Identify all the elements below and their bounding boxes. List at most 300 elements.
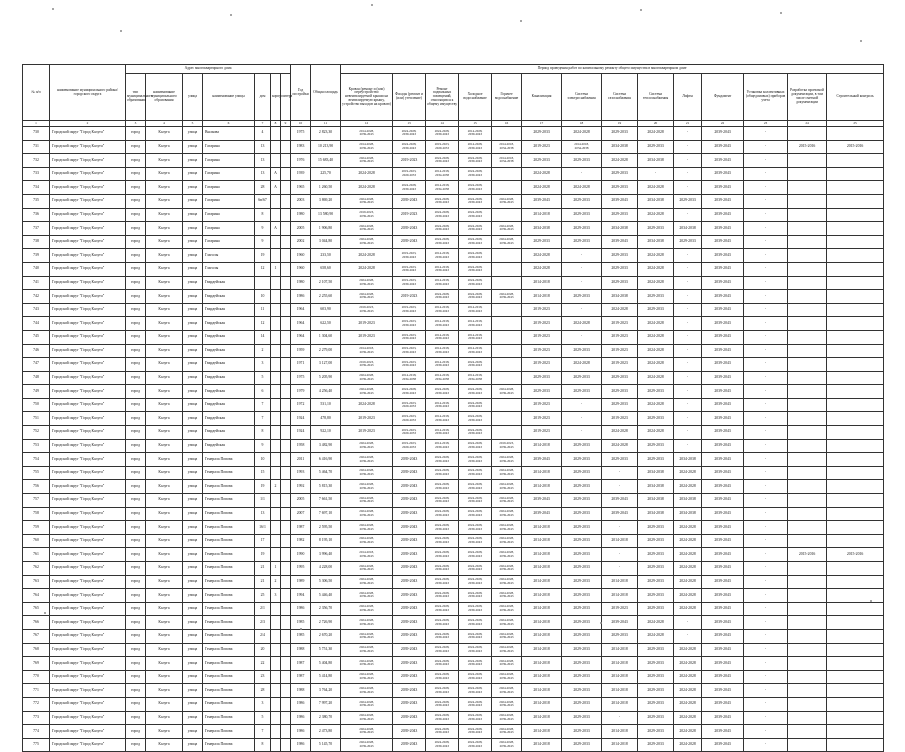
table-cell: - xyxy=(744,235,788,249)
table-cell: Гвардейская xyxy=(203,385,255,399)
table-cell: город xyxy=(126,194,146,208)
table-cell xyxy=(492,249,522,263)
table-cell: 2024-2028, 2039-2043 xyxy=(492,480,522,494)
table-cell: 2/4 xyxy=(255,629,271,643)
table-cell: 2029-2033 xyxy=(562,480,602,494)
table-cell xyxy=(271,194,281,208)
table-cell xyxy=(281,249,291,263)
table-cell: 2014-2018 xyxy=(522,562,562,576)
table-cell: 2024-2028, 2039-2043 xyxy=(341,670,393,684)
table-cell xyxy=(788,358,827,372)
table-row xyxy=(23,344,884,358)
table-cell xyxy=(827,439,884,453)
table-cell: 3 996,40 xyxy=(311,548,341,562)
table-cell: 2039-2043 xyxy=(702,208,744,222)
table-cell: Калуга xyxy=(146,439,183,453)
table-cell xyxy=(281,670,291,684)
table-cell: Калуга xyxy=(146,140,183,154)
table-cell: город xyxy=(126,629,146,643)
table-cell: 2024-2028, 2039-2043 xyxy=(492,222,522,236)
table-cell xyxy=(788,697,827,711)
table-cell xyxy=(788,412,827,426)
table-cell: 2039-2043 xyxy=(702,738,744,752)
table-cell: - xyxy=(562,303,602,317)
table-cell: Городской округ "Город Калуга" xyxy=(50,358,126,372)
table-cell: 2029-2033 xyxy=(638,697,674,711)
table-cell: 2039-2043 xyxy=(393,670,426,684)
table-cell: Городской округ "Город Калуга" xyxy=(50,194,126,208)
table-cell xyxy=(827,643,884,657)
table-cell: 2024-2028, 2039-2043 xyxy=(492,602,522,616)
table-cell: 2024-2028, 2039-2043 xyxy=(459,235,492,249)
table-cell xyxy=(271,358,281,372)
table-cell: 3 764,20 xyxy=(311,684,341,698)
table-cell: - xyxy=(744,725,788,739)
table-cell: Калуга xyxy=(146,562,183,576)
table-cell: улица xyxy=(183,167,203,181)
table-row xyxy=(23,371,884,385)
table-cell: Городской округ "Город Калуга" xyxy=(50,235,126,249)
table-cell: Калуга xyxy=(146,398,183,412)
table-cell: 1986 xyxy=(291,711,311,725)
table-cell: 2024-2028 xyxy=(674,548,702,562)
table-cell: 2019-2023 xyxy=(522,412,562,426)
table-cell: 2024-2028, 2039-2043 xyxy=(459,276,492,290)
table-cell: 2029-2033 xyxy=(562,466,602,480)
table-cell: 2024-2028, 2039-2043 xyxy=(341,521,393,535)
scan-speck xyxy=(52,8,54,10)
column-number: 9 xyxy=(281,121,291,127)
table-cell xyxy=(827,480,884,494)
table-cell: 768 xyxy=(23,643,50,657)
table-cell: 2014-2018 xyxy=(522,725,562,739)
table-cell: Калуга xyxy=(146,521,183,535)
table-cell: 1 xyxy=(271,562,281,576)
table-cell: 2014-2018 xyxy=(602,643,638,657)
table-cell xyxy=(271,697,281,711)
table-cell: 2039-2043 xyxy=(702,602,744,616)
table-cell: Калуга xyxy=(146,167,183,181)
table-cell: 2024-2028 xyxy=(638,398,674,412)
column-number: 7 xyxy=(255,121,271,127)
table-cell xyxy=(788,330,827,344)
table-cell: 2039-2043 xyxy=(702,521,744,535)
table-cell: Городской округ "Город Калуга" xyxy=(50,249,126,263)
table-cell: 2024-2028, 2039-2043 xyxy=(426,589,459,603)
table-cell xyxy=(827,684,884,698)
table-cell: город xyxy=(126,589,146,603)
table-cell: - xyxy=(744,181,788,195)
table-cell: - xyxy=(744,249,788,263)
table-cell: 2014-2018, 2039-2043 xyxy=(459,303,492,317)
table-cell: 2029-2033 xyxy=(638,303,674,317)
table-cell: 9 xyxy=(255,439,271,453)
table-cell: 2024-2028 xyxy=(522,249,562,263)
table-cell xyxy=(271,140,281,154)
table-cell: 2019-2023, 2039-2043 xyxy=(341,208,393,222)
table-cell: 2024-2028, 2039-2043 xyxy=(492,725,522,739)
table-cell: улица xyxy=(183,670,203,684)
table-cell: 2 279,00 xyxy=(311,344,341,358)
table-cell: 19 xyxy=(255,548,271,562)
table-cell: 2014-2018, 2039-2043 xyxy=(459,317,492,331)
table-cell xyxy=(788,439,827,453)
table-cell: 2019-2023, 2039-2043 xyxy=(393,344,426,358)
table-cell: 2039-2043 xyxy=(393,534,426,548)
table-cell: 2029-2033 xyxy=(602,181,638,195)
table-cell: 2024-2028, 2039-2043 xyxy=(459,684,492,698)
table-cell: 2024-2028, 2039-2043 xyxy=(492,684,522,698)
table-cell: 2024-2028, 2039-2043 xyxy=(459,670,492,684)
table-cell: 2024-2028, 2039-2043 xyxy=(426,507,459,521)
table-cell: - xyxy=(744,426,788,440)
table-cell: 13 xyxy=(255,167,271,181)
table-cell: 2014-2018 xyxy=(522,290,562,304)
table-cell: 2024-2028 xyxy=(638,276,674,290)
table-cell: 2024-2028 xyxy=(562,181,602,195)
table-cell: 2039-2043 xyxy=(702,222,744,236)
table-cell: улица xyxy=(183,412,203,426)
table-cell xyxy=(788,521,827,535)
table-cell: Городской округ "Город Калуга" xyxy=(50,412,126,426)
table-cell: 2029-2033 xyxy=(638,140,674,154)
table-cell xyxy=(281,358,291,372)
table-cell: 2029-2033 xyxy=(562,657,602,671)
table-cell: 2039-2043 xyxy=(393,725,426,739)
table-cell: 2019-2023 xyxy=(522,303,562,317)
table-cell: 2024-2028 xyxy=(638,181,674,195)
table-cell: 7 xyxy=(255,412,271,426)
table-cell: 2034-2038 xyxy=(674,494,702,508)
table-cell: Гвардейская xyxy=(203,317,255,331)
table-cell: 2014-2018, 2034-2038 xyxy=(393,371,426,385)
column-header: Горячее водоснабжение xyxy=(492,74,522,121)
table-cell: 2019-2023 xyxy=(602,358,638,372)
table-cell: 2024-2028, 2039-2043 xyxy=(341,711,393,725)
table-cell: - xyxy=(674,154,702,168)
table-cell: Калуга xyxy=(146,412,183,426)
table-cell: 2029-2033 xyxy=(562,194,602,208)
table-cell: город xyxy=(126,208,146,222)
column-number: 18 xyxy=(562,121,602,127)
table-cell: - xyxy=(744,616,788,630)
table-cell: 2024-2028, 2039-2043 xyxy=(459,738,492,752)
table-cell: Гвардейская xyxy=(203,344,255,358)
address-group-header: Адрес многоквартирного дома xyxy=(126,65,291,74)
table-cell: 2024-2028, 2039-2043 xyxy=(492,562,522,576)
table-cell: 755 xyxy=(23,466,50,480)
table-cell xyxy=(271,453,281,467)
table-cell: 2002 xyxy=(291,235,311,249)
table-cell xyxy=(492,398,522,412)
table-cell: - xyxy=(744,371,788,385)
table-cell: 2024-2028, 2039-2043 xyxy=(393,181,426,195)
table-cell xyxy=(281,439,291,453)
table-cell xyxy=(827,534,884,548)
table-cell: 2019-2023 xyxy=(393,154,426,168)
table-cell: город xyxy=(126,562,146,576)
table-cell: 2029-2033 xyxy=(602,629,638,643)
table-row xyxy=(23,589,884,603)
table-cell: город xyxy=(126,616,146,630)
table-cell: 2024-2028, 2039-2043 xyxy=(341,222,393,236)
table-cell: 756 xyxy=(23,480,50,494)
table-cell: 2029-2033 xyxy=(562,290,602,304)
table-cell: 2039-2043 xyxy=(702,643,744,657)
table-cell: город xyxy=(126,371,146,385)
table-cell: 770 xyxy=(23,670,50,684)
column-header: Установка коллективных (общедомовых) приборов учета xyxy=(744,74,788,121)
table-cell: улица xyxy=(183,548,203,562)
table-cell: 2007 xyxy=(291,507,311,521)
table-cell: 2039-2043 xyxy=(393,222,426,236)
table-cell: 2039-2043 xyxy=(393,562,426,576)
table-cell xyxy=(788,127,827,141)
table-cell: А xyxy=(271,222,281,236)
table-cell: 21 xyxy=(255,575,271,589)
table-cell xyxy=(827,494,884,508)
table-cell xyxy=(281,711,291,725)
table-cell: 2029-2033 xyxy=(562,684,602,698)
table-cell: 771 xyxy=(23,684,50,698)
table-cell: 772 xyxy=(23,697,50,711)
table-cell: 1988 xyxy=(291,643,311,657)
table-cell: 2039-2043 xyxy=(602,194,638,208)
table-cell: город xyxy=(126,738,146,752)
table-cell: 2024-2028, 2039-2043 xyxy=(426,453,459,467)
table-cell xyxy=(788,208,827,222)
table-cell: 753 xyxy=(23,439,50,453)
table-cell: 2 670,20 xyxy=(311,629,341,643)
table-row xyxy=(23,670,884,684)
table-cell xyxy=(281,412,291,426)
table-cell: 2039-2043 xyxy=(702,194,744,208)
table-cell: 748 xyxy=(23,371,50,385)
table-cell: улица xyxy=(183,480,203,494)
table-cell: 2034-2038 xyxy=(638,494,674,508)
table-cell: 1993 xyxy=(291,466,311,480)
table-cell: 2039-2043 xyxy=(702,534,744,548)
table-cell: 2034-2038 xyxy=(674,507,702,521)
table-cell: 2024-2028, 2039-2043 xyxy=(459,208,492,222)
table-cell: - xyxy=(674,290,702,304)
table-cell xyxy=(271,602,281,616)
table-cell: - xyxy=(744,385,788,399)
table-cell: 2024-2028, 2039-2043 xyxy=(492,494,522,508)
table-cell: Калуга xyxy=(146,494,183,508)
table-cell xyxy=(827,507,884,521)
table-cell: 2039-2043 xyxy=(702,670,744,684)
table-cell: Калуга xyxy=(146,616,183,630)
table-cell: 2024-2028, 2039-2043 xyxy=(341,697,393,711)
table-cell xyxy=(271,725,281,739)
table-cell: 1924 xyxy=(291,412,311,426)
table-cell: 2019-2023 xyxy=(602,344,638,358)
table-cell: Калуга xyxy=(146,657,183,671)
table-cell: 2019-2023 xyxy=(341,330,393,344)
table-cell: 3 xyxy=(255,697,271,711)
table-cell: - xyxy=(674,208,702,222)
table-cell: 2 255,60 xyxy=(311,290,341,304)
table-cell: 739 xyxy=(23,249,50,263)
table-cell: город xyxy=(126,494,146,508)
table-cell: улица xyxy=(183,738,203,752)
table-cell: 2039-2043 xyxy=(702,629,744,643)
table-cell: 734 xyxy=(23,181,50,195)
table-cell: 2024-2028 xyxy=(602,439,638,453)
table-cell: - xyxy=(674,629,702,643)
table-cell: Калуга xyxy=(146,290,183,304)
table-cell: 763 xyxy=(23,575,50,589)
table-cell xyxy=(827,385,884,399)
table-cell: улица xyxy=(183,466,203,480)
table-row xyxy=(23,290,884,304)
table-row xyxy=(23,711,884,725)
table-cell: Гвардейская xyxy=(203,290,255,304)
table-cell: 17 xyxy=(255,534,271,548)
table-cell: 1/1 xyxy=(255,494,271,508)
table-cell: 2039-2043 xyxy=(602,507,638,521)
table-cell: улица xyxy=(183,575,203,589)
table-cell: Городской округ "Город Калуга" xyxy=(50,507,126,521)
table-cell xyxy=(271,670,281,684)
table-cell: 2034-2038 xyxy=(674,453,702,467)
table-cell: 2014-2018 xyxy=(522,711,562,725)
table-cell: Городской округ "Город Калуга" xyxy=(50,344,126,358)
table-cell: 2024-2028, 2039-2043 xyxy=(459,466,492,480)
table-cell: Городской округ "Город Калуга" xyxy=(50,534,126,548)
table-cell: 2029-2033 xyxy=(638,602,674,616)
table-cell: 2019-2023, 2039-2043 xyxy=(393,330,426,344)
table-cell: Калуга xyxy=(146,222,183,236)
table-cell: 1986 xyxy=(291,602,311,616)
column-number: 13 xyxy=(393,121,426,127)
table-cell xyxy=(827,738,884,752)
table-cell: Гвардейская xyxy=(203,276,255,290)
table-cell: - xyxy=(744,194,788,208)
column-number: 2 xyxy=(50,121,126,127)
table-cell xyxy=(827,562,884,576)
table-cell: Гагарина xyxy=(203,208,255,222)
table-cell: - xyxy=(602,548,638,562)
table-cell: Калуга xyxy=(146,602,183,616)
table-cell: 1971 xyxy=(291,358,311,372)
table-cell: 2014-2018, 2039-2043 xyxy=(426,317,459,331)
capital-repair-schedule-sheet xyxy=(22,64,883,752)
table-cell: 2014-2018, 2034-2038 xyxy=(459,371,492,385)
table-row xyxy=(23,330,884,344)
table-cell: 1986 xyxy=(291,290,311,304)
table-cell xyxy=(827,426,884,440)
table-cell: Городской округ "Город Калуга" xyxy=(50,629,126,643)
table-row xyxy=(23,725,884,739)
table-cell: 5 404,80 xyxy=(311,657,341,671)
table-cell: 2029-2033 xyxy=(638,738,674,752)
table-cell: 754 xyxy=(23,453,50,467)
table-cell: улица xyxy=(183,439,203,453)
table-cell: 2024-2028, 2039-2043 xyxy=(341,154,393,168)
table-cell: улица xyxy=(183,222,203,236)
table-cell: 2024-2028, 2039-2043 xyxy=(459,562,492,576)
table-cell: 732 xyxy=(23,154,50,168)
table-cell: 2039-2043 xyxy=(702,358,744,372)
table-cell: 2034-2038 xyxy=(638,507,674,521)
table-cell: 769 xyxy=(23,657,50,671)
table-cell: 9 xyxy=(255,222,271,236)
table-row xyxy=(23,317,884,331)
table-cell xyxy=(281,657,291,671)
table-cell: 1972 xyxy=(291,398,311,412)
table-cell: 2024-2028, 2039-2043 xyxy=(459,480,492,494)
table-cell xyxy=(827,453,884,467)
table-row xyxy=(23,127,884,141)
table-cell: 2039-2043 xyxy=(522,453,562,467)
table-cell: - xyxy=(744,711,788,725)
table-cell: улица xyxy=(183,290,203,304)
column-header: тип муниципального образования xyxy=(126,74,146,121)
table-cell: город xyxy=(126,262,146,276)
table-cell: 2024-2028, 2039-2043 xyxy=(459,602,492,616)
table-cell: 2003 xyxy=(291,194,311,208)
table-cell: - xyxy=(744,330,788,344)
table-cell: 2039-2043 xyxy=(393,494,426,508)
table-cell: - xyxy=(744,548,788,562)
table-cell: А xyxy=(271,181,281,195)
table-cell: 2029-2033 xyxy=(602,371,638,385)
table-cell: - xyxy=(562,330,602,344)
table-cell: 2029-2033 xyxy=(602,276,638,290)
table-cell xyxy=(827,657,884,671)
table-cell: 23 xyxy=(255,670,271,684)
table-cell xyxy=(788,303,827,317)
table-cell xyxy=(281,276,291,290)
table-cell: 2019-2023, 2039-2043 xyxy=(341,358,393,372)
table-cell: 2014-2018 xyxy=(522,276,562,290)
table-cell: 10 213,90 xyxy=(311,140,341,154)
column-header: Общая площадь xyxy=(311,65,341,121)
table-cell: 2024-2028, 2039-2043 xyxy=(426,222,459,236)
table-cell xyxy=(271,466,281,480)
table-cell: 5 145,70 xyxy=(311,738,341,752)
table-row xyxy=(23,398,884,412)
table-cell: 2024-2028 xyxy=(674,562,702,576)
table-cell: 2024-2028, 2039-2043 xyxy=(459,385,492,399)
table-cell: 2019-2023 xyxy=(522,426,562,440)
table-cell: 2039-2043 xyxy=(702,562,744,576)
table-cell: Генерала Попова xyxy=(203,643,255,657)
table-cell xyxy=(281,330,291,344)
table-cell: 2024-2028 xyxy=(522,167,562,181)
table-row xyxy=(23,697,884,711)
table-cell: улица xyxy=(183,711,203,725)
table-cell xyxy=(281,222,291,236)
table-cell: 2024-2028, 2039-2043 xyxy=(492,711,522,725)
table-cell xyxy=(827,290,884,304)
table-cell: 2024-2028, 2039-2043 xyxy=(426,548,459,562)
table-cell: город xyxy=(126,453,146,467)
table-cell: 740 xyxy=(23,262,50,276)
table-cell: - xyxy=(674,358,702,372)
table-cell: 2014-2018 xyxy=(522,466,562,480)
table-cell: улица xyxy=(183,725,203,739)
table-cell: 2019-2023 xyxy=(393,290,426,304)
table-cell: Гвардейская xyxy=(203,330,255,344)
table-cell: 8 xyxy=(255,738,271,752)
table-cell: Гагарина xyxy=(203,194,255,208)
table-cell: 2024-2028, 2039-2043 xyxy=(459,358,492,372)
table-cell: 2024-2028, 2039-2043 xyxy=(459,629,492,643)
table-cell: 2024-2028, 2039-2043 xyxy=(459,262,492,276)
